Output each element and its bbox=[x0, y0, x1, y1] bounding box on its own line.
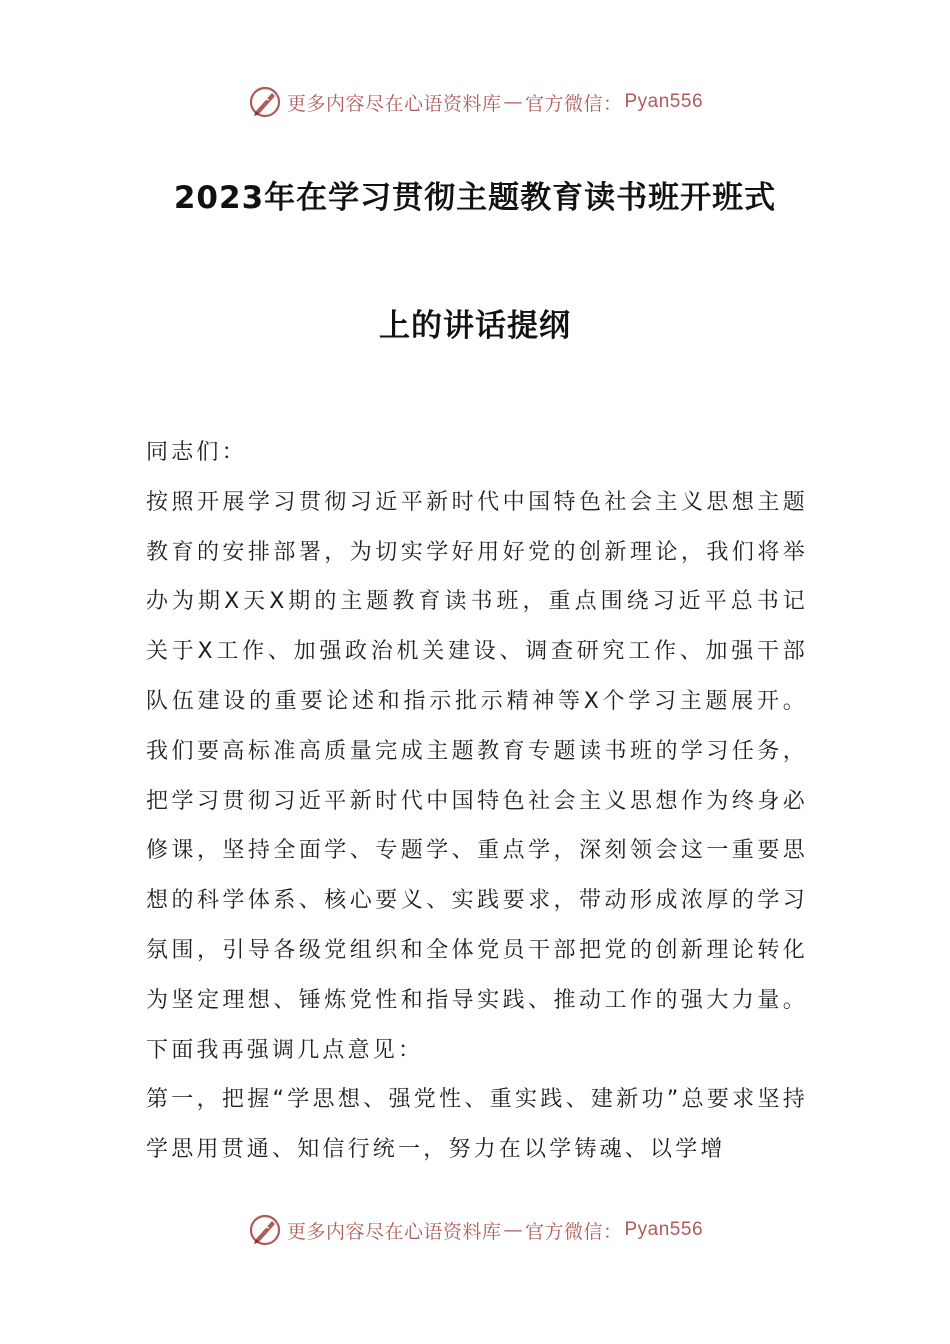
watermark-text: 更多内容尽在心语资料库 bbox=[286, 92, 502, 115]
watermark-id: Pyan556 bbox=[624, 91, 704, 112]
document-title-line-2: 上的讲话提纲 bbox=[379, 308, 571, 344]
watermark-separator: — bbox=[503, 1219, 523, 1241]
watermark-header bbox=[0, 82, 950, 122]
watermark-footer bbox=[0, 1210, 950, 1250]
paragraph-intro: 按照开展学习贯彻习近平新时代中国特色社会主义思想主题教育的安排部署，为切实学好用好党的创新理论，我们将举办为期X天X期的主题教育读书班，重点围绕习近平总书记关于X工作、加强政治机关建设、调查研究工作、加强干部队伍建设的重要论述和指示批示精神等X个学习主题展开。我们要高标准高质量完成主题教育专题读书班的学习任务，把学习贯彻习近平新时代中国特色社会主义思想作为终身必修课，坚持全面学、专题学、重点学，深刻领会这一重要思想的科学体系、核心要义、实践要求，带动形成浓厚的学习氛围，引导各级党组织和全体党员干部把党的创新理论转化为坚定理想、锤炼党性和指导实践、推动工作的强大力量。下面我再强调几点意见： bbox=[146, 489, 808, 1063]
watermark-id: Pyan556 bbox=[624, 1219, 704, 1240]
document-title-line-1: 2023年在学习贯彻主题教育读书班开班式 bbox=[173, 180, 777, 216]
paragraph-first-point: 第一，把握“学思想、强党性、重实践、建新功”总要求坚持学思用贯通、知信行统一，努力在以学铸魂、以学增 bbox=[146, 1087, 808, 1163]
salutation: 同志们： bbox=[146, 440, 247, 465]
pen-logo-icon bbox=[247, 84, 283, 120]
watermark-separator: — bbox=[503, 91, 523, 113]
document-body bbox=[146, 428, 808, 1175]
watermark-label: 官方微信： bbox=[524, 92, 623, 115]
watermark-label: 官方微信： bbox=[524, 1220, 623, 1243]
pen-logo-icon bbox=[247, 1212, 283, 1248]
watermark-text: 更多内容尽在心语资料库 bbox=[286, 1220, 502, 1243]
